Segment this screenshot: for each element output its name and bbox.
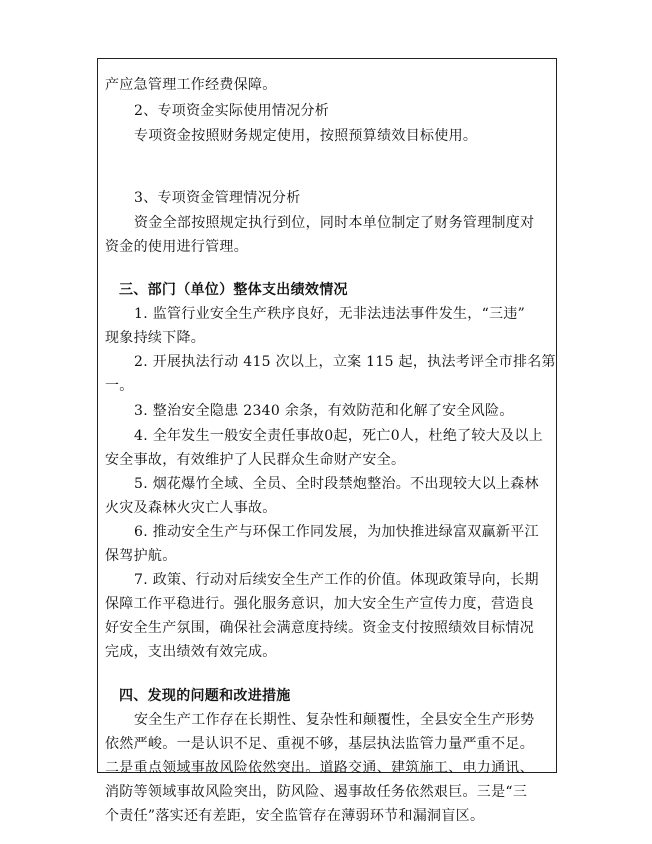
text-line: 3. 整治安全隐患 2340 余条，有效防范和化解了安全风险。 <box>134 403 514 419</box>
section-heading-3: 三、部门（单位）整体支出绩效情况 <box>119 282 348 298</box>
text-line: 安全事故，有效维护了人民群众生命财产安全。 <box>105 452 406 468</box>
section-heading-4: 四、发现的问题和改进措施 <box>119 688 291 704</box>
text-line: 专项资金按照财务规定使用，按照预算绩效目标使用。 <box>134 128 478 144</box>
text-line: 资金的使用进行管理。 <box>105 239 248 255</box>
text-line: 二是重点领域事故风险依然突出。道路交通、建筑施工、电力通讯、 <box>105 760 534 776</box>
text-line: 安全生产工作存在长期性、复杂性和颠覆性，全县安全生产形势 <box>134 712 535 728</box>
text-line: 6. 推动安全生产与环保工作同发展，为加快推进绿富双赢新平江 <box>134 524 539 540</box>
text-line: 火灾及森林火灾亡人事故。 <box>105 500 277 516</box>
section-subheading: 2、专项资金实际使用情况分析 <box>134 103 330 119</box>
text-line: 保障工作平稳进行。强化服务意识，加大安全生产宣传力度，营造良 <box>105 596 534 612</box>
text-line: 好安全生产氛围，确保社会满意度持续。资金支付按照绩效目标情况 <box>105 620 534 636</box>
text-line: 现象持续下降。 <box>105 330 206 346</box>
text-line: 2. 开展执法行动 415 次以上，立案 115 起，执法考评全市排名第 <box>134 354 556 370</box>
text-line: 完成，支出绩效有效完成。 <box>105 644 277 660</box>
section-subheading: 3、专项资金管理情况分析 <box>134 190 301 206</box>
text-line: 消防等领域事故风险突出，防风险、遏事故任务依然艰巨。三是“三 <box>105 784 528 800</box>
text-line: 5. 烟花爆竹全域、全员、全时段禁炮整治。不出现较大以上森林 <box>134 476 539 492</box>
text-line: 资金全部按照规定执行到位，同时本单位制定了财务管理制度对 <box>134 215 535 231</box>
text-line: 个责任”落实还有差距，安全监管存在薄弱环节和漏洞盲区。 <box>105 808 485 824</box>
text-line: 7. 政策、行动对后续安全生产工作的价值。体现政策导向，长期 <box>134 572 539 588</box>
text-line: 依然严峻。一是认识不足、重视不够，基层执法监管力量严重不足。 <box>105 736 534 752</box>
text-line: 保驾护航。 <box>105 548 177 564</box>
text-line: 4. 全年发生一般安全责任事故0起，死亡0人，杜绝了较大及以上 <box>134 428 543 444</box>
text-line: 产应急管理工作经费保障。 <box>105 77 277 93</box>
text-line: 一。 <box>105 378 134 394</box>
text-line: 1. 监管行业安全生产秩序良好，无非法违法事件发生，“三违” <box>134 306 526 322</box>
